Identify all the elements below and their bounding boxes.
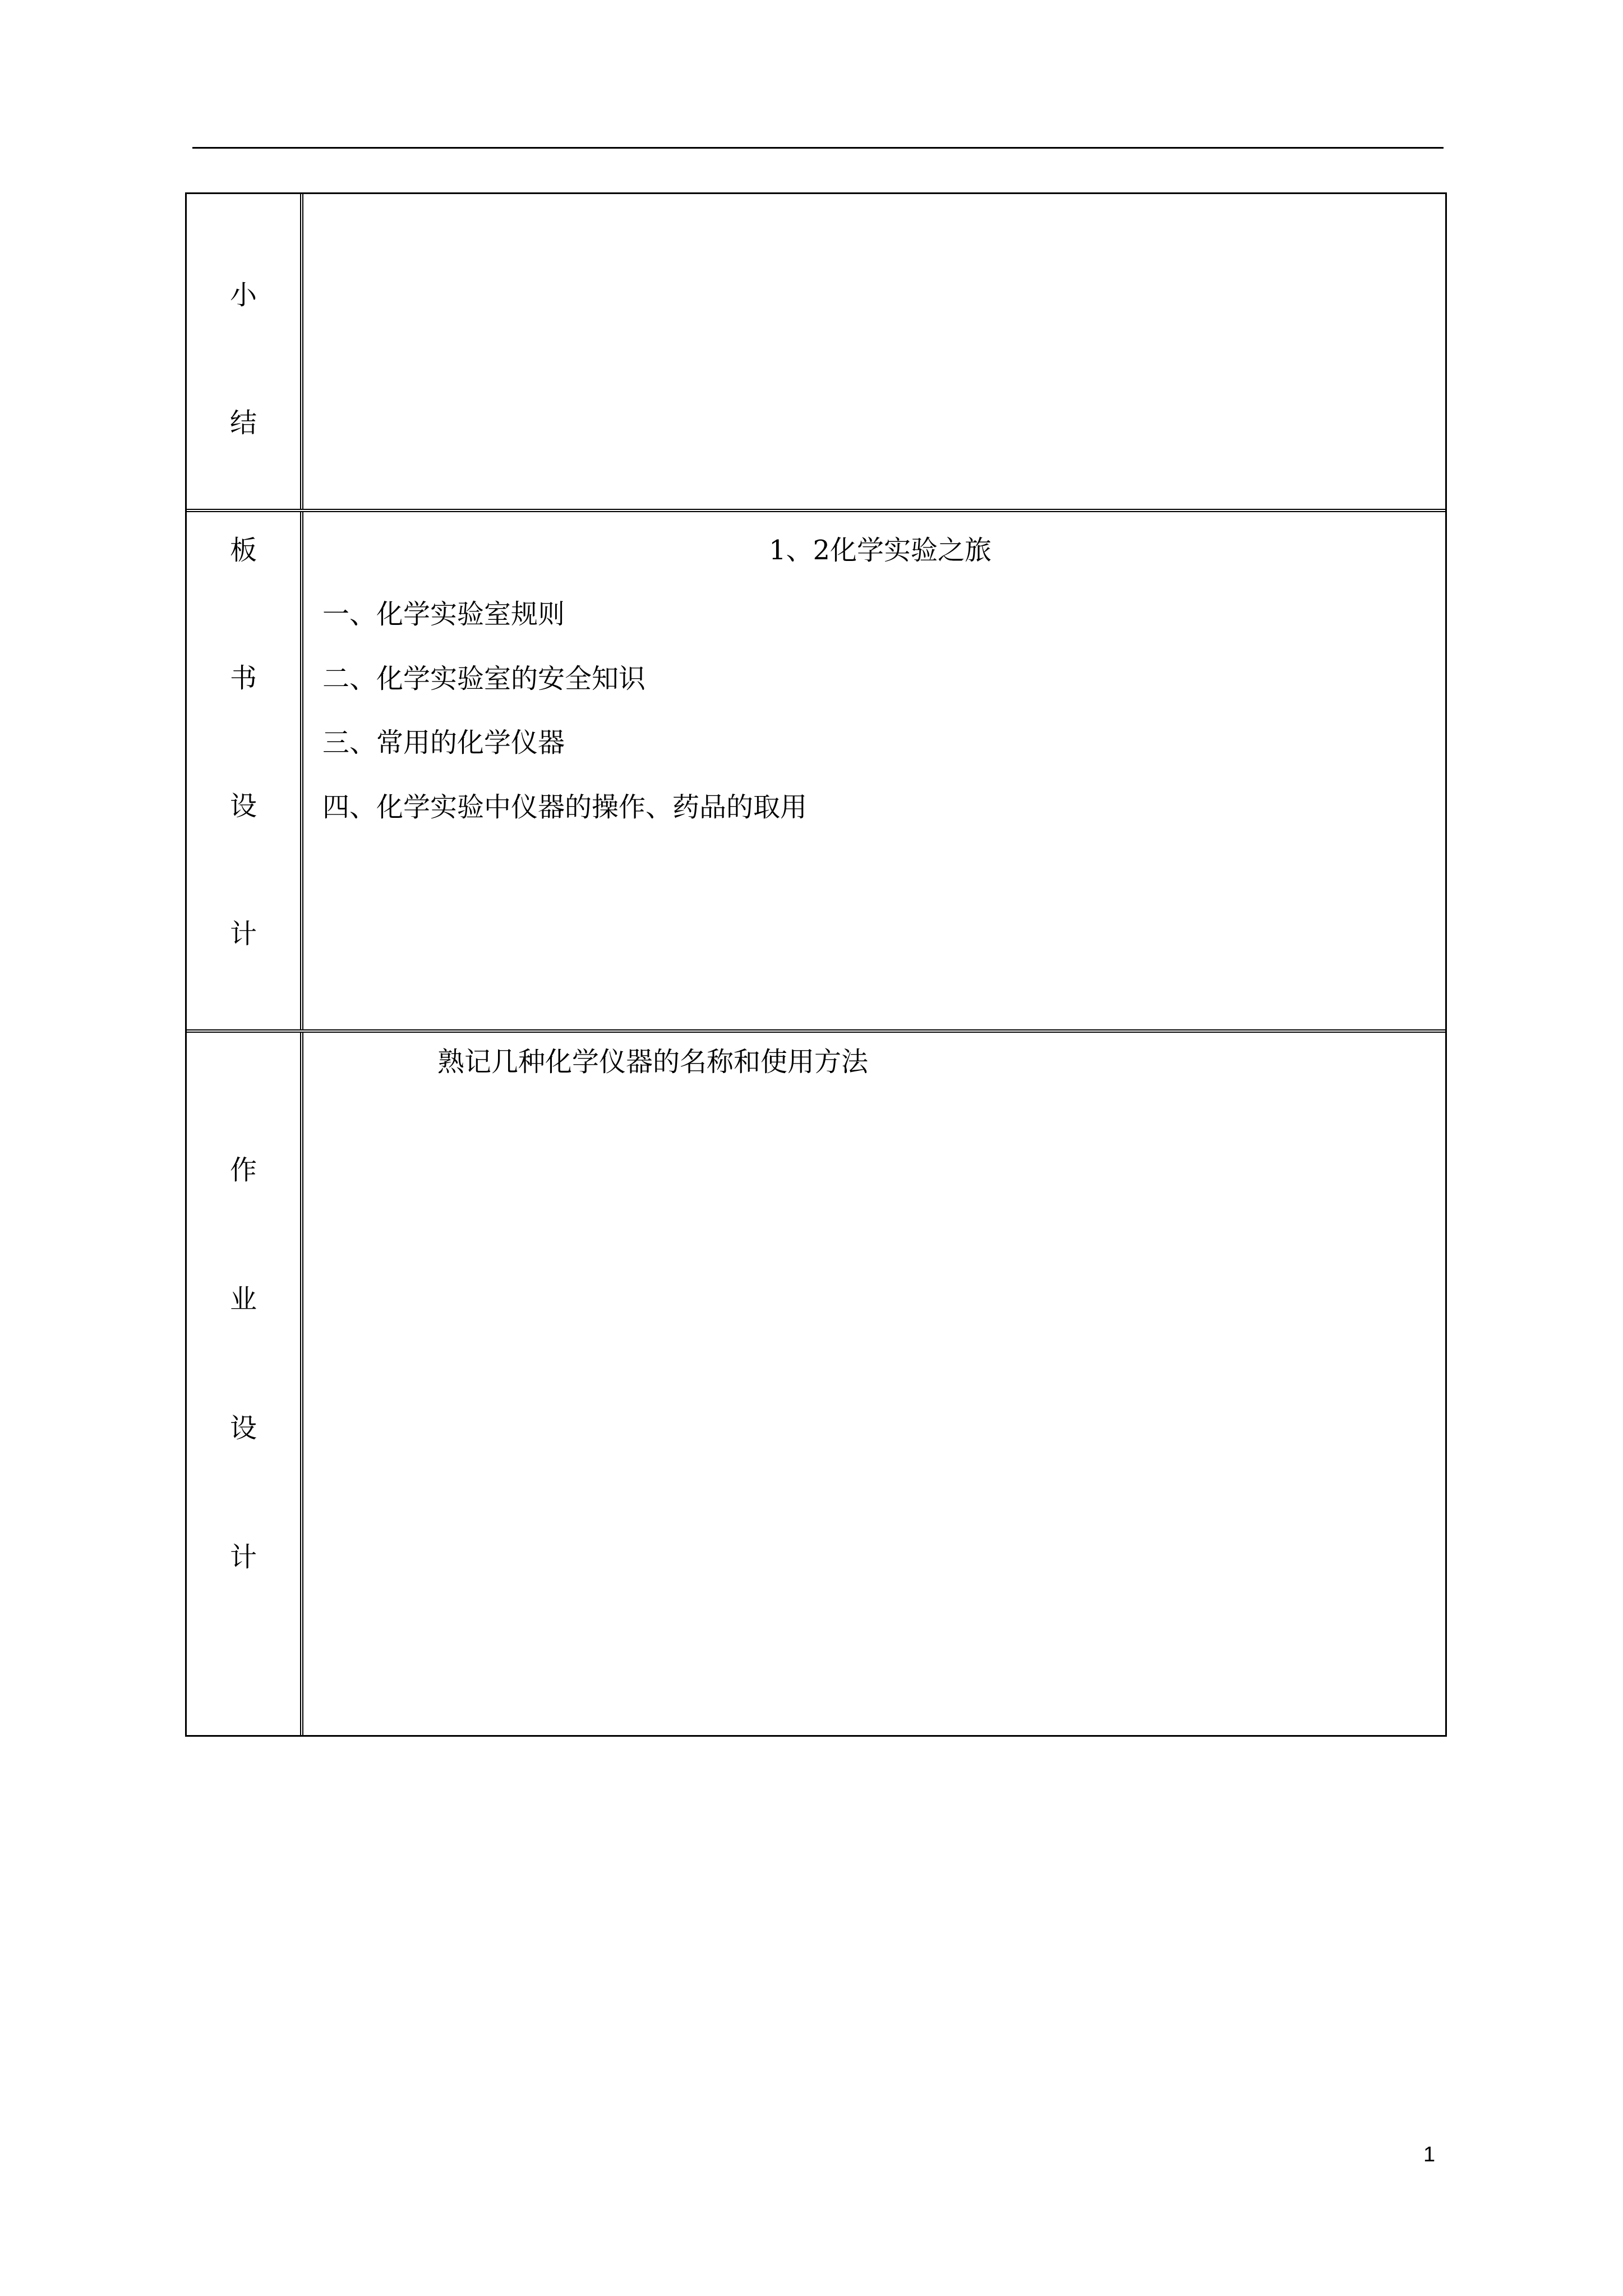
board-design-title: 1、2化学实验之旅: [768, 535, 992, 566]
board-design-label-char-4: 计: [229, 918, 257, 950]
board-design-item-4: 四、化学实验中仪器的操作、药品的取用: [322, 792, 808, 823]
board-design-label-char-3: 设: [229, 790, 257, 822]
board-design-label-char-2: 书: [229, 662, 257, 694]
summary-label-cell: [187, 194, 303, 509]
homework-design-label-char-4: 计: [229, 1542, 257, 1573]
homework-design-label-char-3: 设: [229, 1412, 257, 1444]
header-rule: [192, 147, 1444, 149]
homework-design-row: [187, 1033, 1445, 1735]
lesson-plan-table: [185, 192, 1447, 1737]
homework-design-content-cell: [307, 1033, 1445, 1735]
summary-label-char-2: 结: [229, 407, 257, 439]
homework-design-label-char-1: 作: [229, 1154, 257, 1186]
board-design-label-cell: [187, 512, 303, 1029]
summary-label-char-1: 小: [229, 279, 257, 311]
board-design-content-cell: [307, 512, 1445, 1029]
board-design-label-char-1: 板: [229, 535, 257, 566]
board-design-row: [187, 512, 1445, 1033]
summary-content-cell: [307, 194, 1445, 509]
board-design-item-1: 一、化学实验室规则: [322, 599, 565, 630]
summary-row: [187, 194, 1445, 512]
board-design-item-3: 三、常用的化学仪器: [322, 727, 565, 758]
homework-design-label-cell: [187, 1033, 303, 1735]
homework-design-text: 熟记几种化学仪器的名称和使用方法: [437, 1046, 869, 1078]
homework-design-label-char-2: 业: [229, 1283, 257, 1315]
page-number: 1: [1423, 2143, 1436, 2166]
board-design-item-2: 二、化学实验室的安全知识: [322, 663, 646, 694]
